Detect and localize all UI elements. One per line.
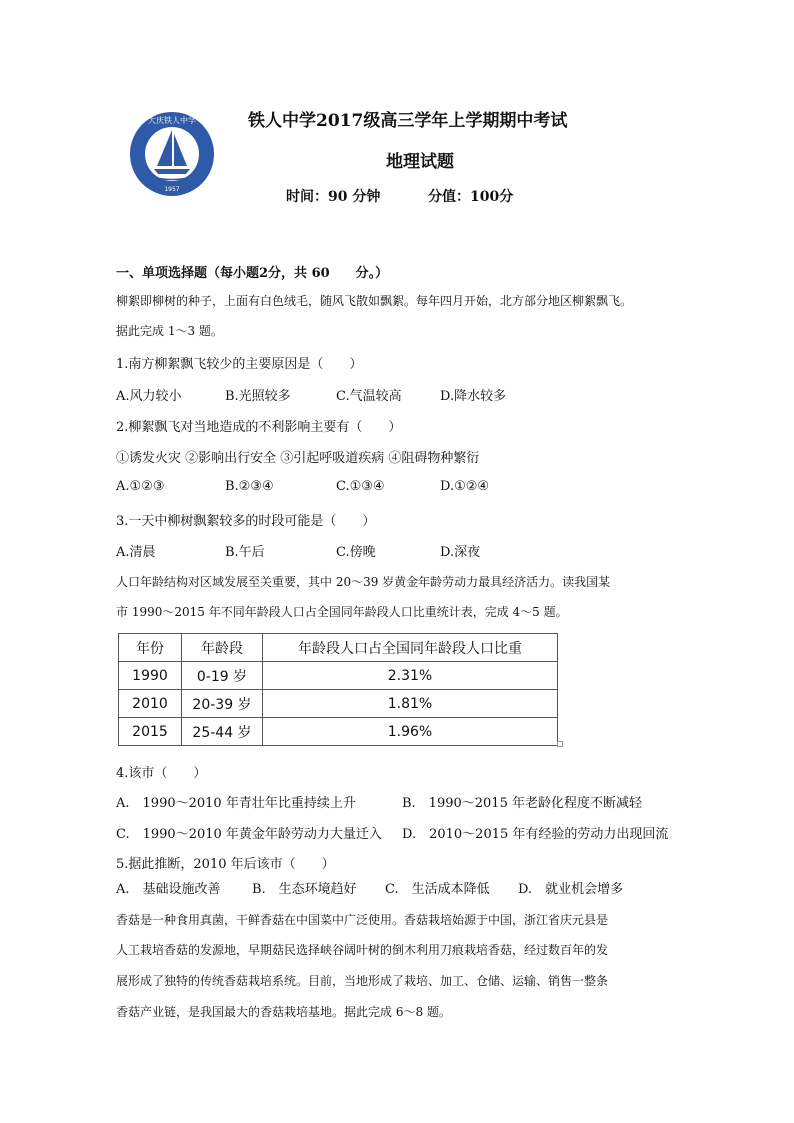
question-2-items: ①诱发火灾 ②影响出行安全 ③引起呼吸道疾病 ④阻碍物种繁衍	[116, 451, 480, 466]
table-row	[119, 662, 558, 690]
table-cell: 2015	[119, 718, 182, 746]
table-cell: 1990	[119, 662, 182, 690]
question-1-option-d: D.降水较多	[440, 389, 507, 404]
passage-3-line-1: 香菇是一种食用真菌，干鲜香菇在中国菜中广泛使用。香菇栽培始源于中国，浙江省庆元县是	[116, 913, 609, 927]
table-header: 年龄段人口占全国同年龄段人口比重	[263, 634, 558, 662]
table-cell: 1.81%	[263, 690, 558, 718]
table-cell: 1.96%	[263, 718, 558, 746]
question-1-option-b: B.光照较多	[225, 389, 291, 404]
passage-2-line-1: 人口年龄结构对区域发展至关重要，其中 20～39 岁黄金年龄劳动力最具经济活力。读我国某	[116, 575, 611, 589]
table-row	[119, 690, 558, 718]
question-4-option-a: A. 1990～2010 年青壮年比重持续上升	[116, 796, 356, 811]
subject-title: 地理试题	[386, 152, 454, 172]
question-5-stem: 5.据此推断，2010 年后该市（ ）	[116, 857, 335, 872]
question-2-option-a: A.①②③	[116, 479, 165, 494]
question-3-option-a: A.清晨	[116, 545, 156, 560]
population-table	[118, 633, 558, 746]
table-resize-handle[interactable]	[557, 741, 563, 747]
passage-1-line-1: 柳絮即柳树的种子，上面有白色绒毛，随风飞散如飘絮。每年四月开始，北方部分地区柳絮飘飞。	[116, 294, 633, 308]
question-5-option-b: B. 生态环境趋好	[252, 882, 357, 897]
question-2-option-c: C.①③④	[336, 479, 385, 494]
logo-year: 1957	[164, 186, 180, 193]
table-cell: 2.31%	[263, 662, 558, 690]
question-2-stem: 2.柳絮飘飞对当地造成的不利影响主要有（ ）	[116, 420, 402, 435]
passage-2-line-2: 市 1990～2015 年不同年龄段人口占全国同年龄段人口比重统计表，完成 4～5 题。	[116, 605, 568, 619]
question-5-option-c: C. 生活成本降低	[385, 882, 490, 897]
question-3-stem: 3.一天中柳树飘絮较多的时段可能是（ ）	[116, 514, 376, 529]
passage-3-line-4: 香菇产业链，是我国最大的香菇栽培基地。据此完成 6～8 题。	[116, 1005, 451, 1019]
passage-3-line-2: 人工栽培香菇的发源地，早期菇民选择峡谷阔叶树的倒木利用刀痕栽培香菇，经过数百年的发	[116, 943, 609, 957]
question-1-stem: 1.南方柳絮飘飞较少的主要原因是（ ）	[116, 357, 363, 372]
question-1-option-a: A.风力较小	[116, 389, 182, 404]
question-4-option-d: D. 2010～2015 年有经验的劳动力出现回流	[402, 827, 669, 842]
exam-time: 时间：90 分钟	[286, 189, 381, 205]
sailboat-logo-icon	[128, 110, 216, 198]
table-header: 年龄段	[182, 634, 263, 662]
exam-title: 铁人中学2017级高三学年上学期期中考试	[248, 111, 568, 131]
question-2-option-b: B.②③④	[225, 479, 274, 494]
question-4-option-b: B. 1990～2015 年老龄化程度不断减轻	[402, 796, 642, 811]
question-4-stem: 4.该市（ ）	[116, 766, 207, 781]
question-5-option-d: D. 就业机会增多	[518, 882, 624, 897]
question-2-option-d: D.①②④	[440, 479, 490, 494]
school-logo	[128, 110, 216, 198]
question-5-option-a: A. 基础设施改善	[116, 882, 221, 897]
table-row	[119, 718, 558, 746]
passage-3-line-3: 展形成了独特的传统香菇栽培系统。目前，当地形成了栽培、加工、仓储、运输、销售一整条	[116, 974, 609, 988]
table-cell: 2010	[119, 690, 182, 718]
logo-ring-text: 大庆铁人中学	[148, 116, 196, 125]
question-1-option-c: C.气温较高	[336, 389, 402, 404]
table-cell: 25-44 岁	[182, 718, 263, 746]
table-header: 年份	[119, 634, 182, 662]
section-heading: 一、单项选择题（每小题2分，共 60 分。）	[116, 266, 389, 281]
exam-score: 分值：100分	[428, 189, 514, 205]
passage-1-line-2: 据此完成 1～3 题。	[116, 324, 223, 338]
question-3-option-b: B.午后	[225, 545, 265, 560]
table-header-row	[119, 634, 558, 662]
question-3-option-c: C.傍晚	[336, 545, 376, 560]
table-cell: 20-39 岁	[182, 690, 263, 718]
table-cell: 0-19 岁	[182, 662, 263, 690]
question-4-option-c: C. 1990～2010 年黄金年龄劳动力大量迁入	[116, 827, 382, 842]
question-3-option-d: D.深夜	[440, 545, 481, 560]
